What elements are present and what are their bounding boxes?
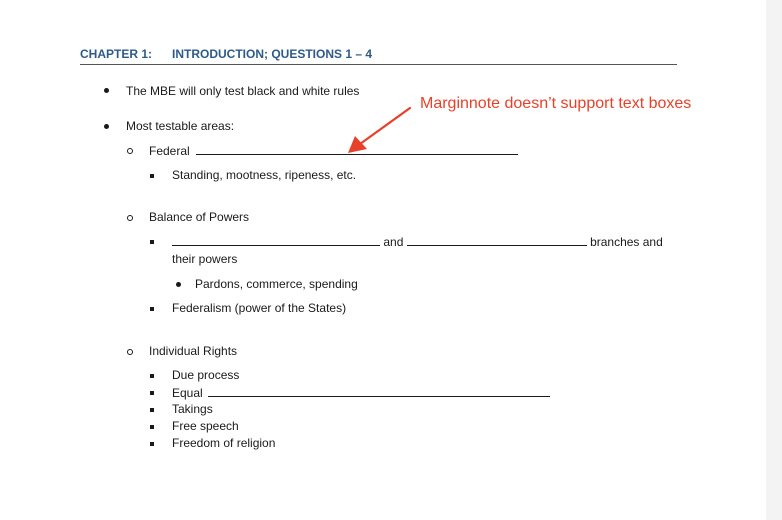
bullet-square <box>150 240 154 244</box>
outline-due-process: Due process <box>172 368 240 382</box>
chapter-title: INTRODUCTION; QUESTIONS 1 – 4 <box>172 47 373 61</box>
bullet-square <box>150 391 154 395</box>
bullet-circle <box>127 215 133 221</box>
outline-pardons: Pardons, commerce, spending <box>195 277 358 291</box>
federal-label: Federal <box>149 144 190 158</box>
outline-federalism: Federalism (power of the States) <box>172 301 347 315</box>
scroll-gutter[interactable] <box>766 0 782 520</box>
outline-item-mbe: The MBE will only test black and white rules <box>126 84 360 98</box>
outline-branches <box>172 234 663 250</box>
chapter-number: CHAPTER 1: <box>80 47 153 61</box>
fill-in-blank[interactable] <box>172 234 380 246</box>
bullet-circle <box>127 349 133 355</box>
chapter-heading <box>80 47 677 65</box>
bullet-square <box>150 174 154 178</box>
outline-individual-rights: Individual Rights <box>149 344 238 358</box>
fill-in-blank[interactable] <box>208 385 550 397</box>
outline-their-powers: their powers <box>172 252 238 266</box>
bullet-dot <box>104 124 109 129</box>
outline-federal <box>149 143 518 159</box>
outline-equal <box>172 385 550 401</box>
outline-free-speech: Free speech <box>172 419 239 433</box>
equal-label: Equal <box>172 386 203 400</box>
outline-takings: Takings <box>172 402 213 416</box>
bullet-square <box>150 442 154 446</box>
annotation-note: Marginnote doesn’t support text boxes <box>420 95 692 112</box>
and-word: and <box>383 235 404 249</box>
bullet-square <box>150 408 154 412</box>
annotation-arrow-icon <box>340 100 420 160</box>
bullet-dot <box>104 88 109 93</box>
bullet-dot <box>176 282 181 287</box>
outline-balance-of-powers: Balance of Powers <box>149 210 250 224</box>
outline-standing: Standing, mootness, ripeness, etc. <box>172 168 357 182</box>
bullet-circle <box>127 148 133 154</box>
outline-freedom-of-religion: Freedom of religion <box>172 436 276 450</box>
bullet-square <box>150 307 154 311</box>
bullet-square <box>150 374 154 378</box>
fill-in-blank[interactable] <box>407 234 587 246</box>
outline-item-testable-areas: Most testable areas: <box>126 119 235 133</box>
bullet-square <box>150 425 154 429</box>
branches-and-text: branches and <box>590 235 663 249</box>
